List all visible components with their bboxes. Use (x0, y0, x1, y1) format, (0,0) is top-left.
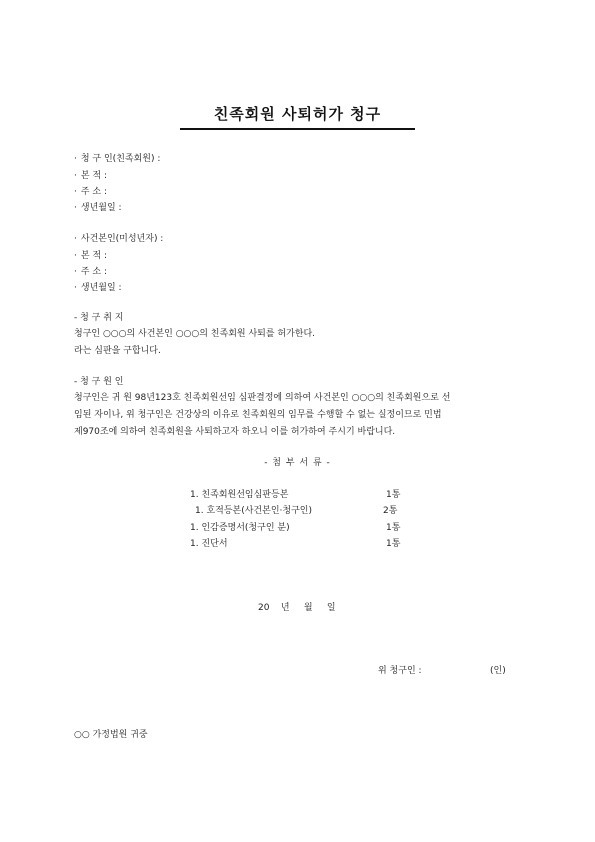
cause-line: 제970조에 의하여 친족회원을 사퇴하고자 하오니 이를 허가하여 주시기 바랍니다. (74, 427, 396, 437)
attachment-count: 1통 (386, 523, 401, 533)
principal-heading: · 사건본인(미성년자) : (74, 231, 163, 244)
purpose-line: 라는 심판을 구합니다. (74, 346, 161, 356)
signature-label: 위 청구인 : (378, 666, 422, 676)
principal-address: · 주 소 : (74, 264, 107, 277)
attachment-count: 1통 (386, 539, 401, 549)
attachments-heading: - 첨 부 서 류 - (264, 458, 331, 468)
attachment-name: 1. 진단서 (190, 539, 228, 549)
document-date: 20 년 월 일 (258, 603, 336, 613)
signature-seal: (인) (490, 666, 506, 676)
attachment-count: 2통 (383, 506, 398, 516)
principal-birthdate: · 생년월일 : (74, 280, 122, 293)
attachment-name: 1. 인감증명서(청구인 분) (190, 523, 290, 533)
purpose-heading: - 청 구 취 지 (74, 313, 124, 323)
cause-line: 임된 자이나, 위 청구인은 건강상의 이유로 친족회원의 임무를 수행할 수 없는 실정이므로 민법 (74, 410, 442, 420)
claimant-address: · 주 소 : (74, 184, 107, 197)
claimant-birthdate: · 생년월일 : (74, 200, 122, 213)
claimant-heading: · 청 구 인(친족회원) : (74, 151, 160, 164)
document-title: 친족회원 사퇴허가 청구 (213, 105, 382, 123)
attachment-count: 1통 (386, 490, 401, 500)
title-underline (180, 128, 415, 130)
court-addressee: ○○ 가정법원 귀중 (74, 730, 148, 740)
principal-domicile: · 본 적 : (74, 248, 107, 261)
cause-heading: - 청 구 원 인 (74, 377, 124, 387)
cause-line: 청구인은 귀 원 98년123호 친족회원선임 심판결정에 의하여 사건본인 ○○○의 친족회원으로 선 (74, 393, 451, 403)
purpose-line: 청구인 ○○○의 사건본인 ○○○의 친족회원 사퇴를 허가한다. (74, 329, 316, 339)
attachment-name: 1. 친족회원선임심판등본 (190, 490, 289, 500)
claimant-domicile: · 본 적 : (74, 168, 107, 181)
attachment-name: 1. 호적등본(사건본인·청구인) (195, 506, 312, 516)
